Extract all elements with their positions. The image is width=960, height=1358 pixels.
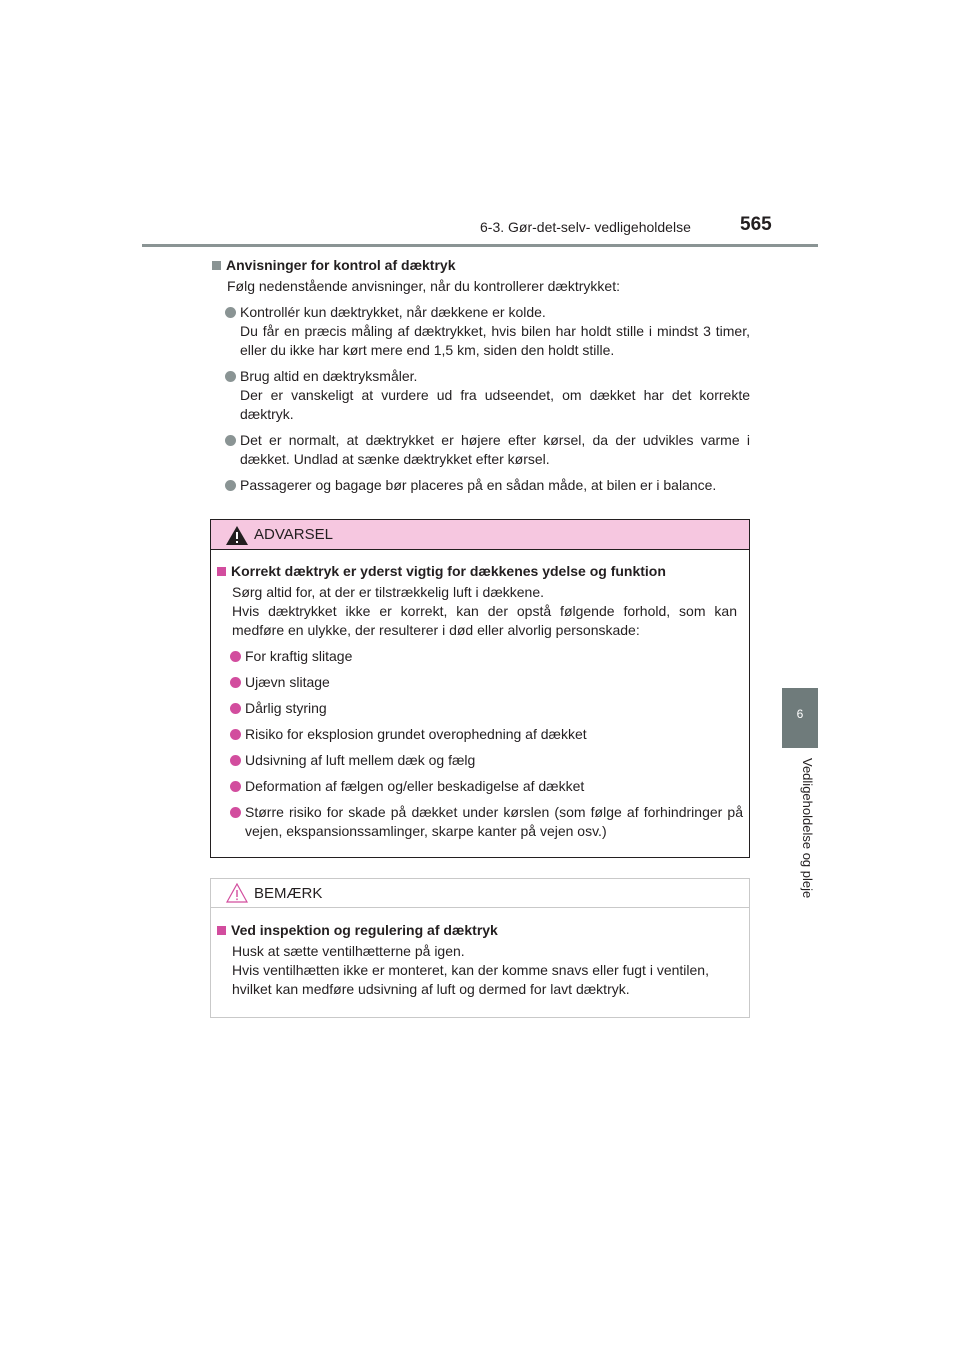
list-item bbox=[212, 303, 750, 360]
square-bullet-icon bbox=[217, 567, 226, 576]
square-bullet-icon bbox=[212, 261, 221, 270]
chapter-label: Vedligeholdelse og pleje bbox=[800, 758, 815, 899]
list-item-detail: Der er vanskeligt at vurdere ud fra udseendet, om dækket har det korrekte dæktryk. bbox=[240, 387, 750, 422]
note-heading bbox=[217, 921, 743, 939]
list-item bbox=[212, 476, 750, 495]
warning-item: Ujævn slitage bbox=[217, 673, 743, 692]
note-label: BEMÆRK bbox=[254, 885, 323, 902]
warning-item: Større risiko for skade på dækket under kørslen (som følge af forhindringer på vejen, ekspansionssamlinger, skarpe kanter på vejen osv.) bbox=[217, 803, 743, 841]
bullet-dot-icon bbox=[230, 677, 241, 688]
warning-body bbox=[211, 550, 749, 841]
warning-item: Udsivning af luft mellem dæk og fælg bbox=[217, 751, 743, 770]
note-text-detail: Hvis ventilhætten ikke er monteret, kan der komme snavs eller fugt i ventilen, hvilket kan medføre udsivning af luft og dermed for lavt dæktryk. bbox=[232, 962, 709, 997]
warning-label: ADVARSEL bbox=[254, 526, 333, 543]
square-bullet-icon bbox=[217, 926, 226, 935]
note-body bbox=[211, 908, 749, 999]
bullet-dot-icon bbox=[225, 307, 236, 318]
section-heading bbox=[212, 256, 750, 274]
bullet-dot-icon bbox=[230, 755, 241, 766]
warning-item: For kraftig slitage bbox=[217, 647, 743, 666]
main-section bbox=[212, 256, 750, 495]
list-item-detail: Du får en præcis måling af dæktrykket, hvis bilen har holdt stille i mindst 3 timer, eller du ikke har kørt mere end 1,5 km, siden den holdt stille. bbox=[240, 323, 750, 358]
warning-header bbox=[211, 520, 749, 550]
note-text: Husk at sætte ventilhætterne på igen. bbox=[232, 943, 465, 959]
bullet-dot-icon bbox=[230, 807, 241, 818]
caution-outline-icon bbox=[226, 883, 248, 903]
list-item bbox=[212, 367, 750, 424]
warning-box bbox=[210, 519, 750, 858]
warning-intro: Sørg altid for, at der er tilstrækkelig luft i dækkene. bbox=[232, 584, 545, 600]
note-header bbox=[211, 879, 749, 908]
list-item-line: Kontrollér kun dæktrykket, når dækkene er kolde. bbox=[240, 304, 546, 320]
note-box bbox=[210, 878, 750, 1018]
warning-item: Dårlig styring bbox=[217, 699, 743, 718]
list-item-line: Passagerer og bagage bør placeres på en sådan måde, at bilen er i balance. bbox=[240, 477, 717, 493]
warning-intro-detail: Hvis dæktrykket ikke er korrekt, kan der opstå følgende forhold, som kan medføre en ulykke, der resulterer i død eller alvorlig personskade: bbox=[232, 603, 737, 638]
chapter-tab[interactable] bbox=[782, 688, 818, 748]
bullet-dot-icon bbox=[225, 371, 236, 382]
list-item-line: Brug altid en dæktryksmåler. bbox=[240, 368, 418, 384]
intro-text: Følg nedenstående anvisninger, når du kontrollerer dæktrykket: bbox=[227, 278, 620, 294]
chapter-number: 6 bbox=[796, 707, 804, 721]
bullet-dot-icon bbox=[230, 703, 241, 714]
warning-heading bbox=[217, 562, 743, 580]
warning-triangle-icon bbox=[226, 526, 248, 545]
warning-item: Risiko for eksplosion grundet overophedning af dækket bbox=[217, 725, 743, 744]
bullet-dot-icon bbox=[225, 480, 236, 491]
list-item bbox=[212, 431, 750, 469]
bullet-dot-icon bbox=[225, 435, 236, 446]
section-heading-text: Anvisninger for kontrol af dæktryk bbox=[226, 257, 456, 273]
warning-heading-text: Korrekt dæktryk er yderst vigtig for dækkenes ydelse og funktion bbox=[231, 563, 666, 579]
header-rule bbox=[142, 244, 818, 247]
page-number: 565 bbox=[740, 214, 772, 235]
note-heading-text: Ved inspektion og regulering af dæktryk bbox=[231, 922, 498, 938]
bullet-dot-icon bbox=[230, 781, 241, 792]
bullet-dot-icon bbox=[230, 651, 241, 662]
warning-item: Deformation af fælgen og/eller beskadigelse af dækket bbox=[217, 777, 743, 796]
section-title: 6-3. Gør-det-selv- vedligeholdelse bbox=[480, 219, 691, 235]
bullet-dot-icon bbox=[230, 729, 241, 740]
list-item-line: Det er normalt, at dæktrykket er højere efter kørsel, da der udvikles varme i dækket. Undlad at sænke dæktrykket efter kørsel. bbox=[240, 432, 750, 467]
